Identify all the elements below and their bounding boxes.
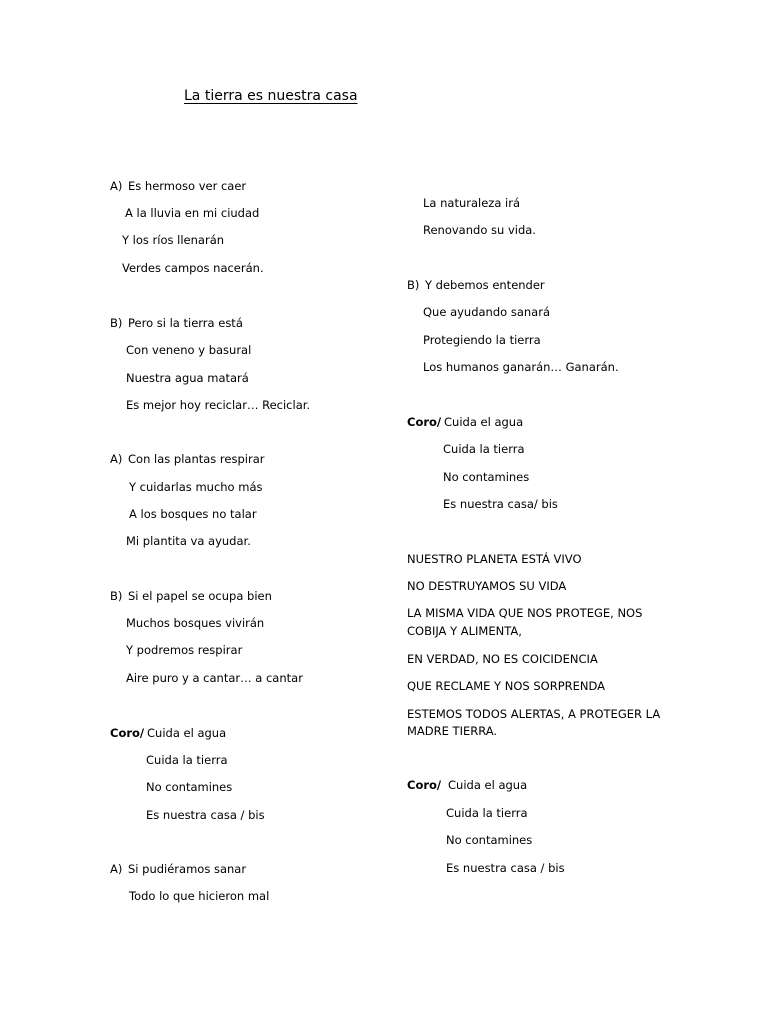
verse-line: Y debemos entender [425,278,545,292]
caps-line: NO DESTRUYAMOS SU VIDA [407,579,567,593]
chorus-line: Cuida el agua [147,726,227,740]
verse-line: Protegiendo la tierra [423,333,541,347]
verse-line: Y podremos respirar [126,643,243,657]
verse-line: Nuestra agua matará [126,371,249,385]
verse-line: Aire puro y a cantar… a cantar [126,671,303,685]
verse-line: Si pudiéramos sanar [128,862,247,876]
verse-line: Renovando su vida. [423,223,536,237]
verse-line: Si el papel se ocupa bien [128,589,272,603]
chorus-line: Cuida el agua [444,415,524,429]
caps-line: QUE RECLAME Y NOS SORPRENDA [407,679,606,693]
verse-line: Muchos bosques vivirán [126,616,265,630]
stanza-marker: A) [110,179,123,193]
verse-line: Y los ríos llenarán [122,233,225,247]
verse-line: La naturaleza irá [423,196,520,210]
chorus-label: Coro/ [110,726,145,740]
chorus-line: Es nuestra casa / bis [146,808,265,822]
verse-line: A los bosques no talar [129,507,257,521]
chorus-line: No contamines [146,780,233,794]
chorus-line: No contamines [446,833,533,847]
stanza-marker: B) [110,316,123,330]
stanza-marker: A) [110,862,123,876]
verse-line: Es mejor hoy reciclar… Reciclar. [126,398,311,412]
stanza-marker: B) [407,278,420,292]
verse-line: Que ayudando sanará [423,305,550,319]
verse-line: Y cuidarlas mucho más [129,480,263,494]
caps-line: NUESTRO PLANETA ESTÁ VIVO [407,552,582,566]
verse-line: Pero si la tierra está [128,316,243,330]
caps-line: ESTEMOS TODOS ALERTAS, A PROTEGER LA [407,707,661,721]
chorus-line: No contamines [443,470,530,484]
caps-line: EN VERDAD, NO ES COICIDENCIA [407,652,598,666]
chorus-line: Cuida el agua [448,778,528,792]
caps-line: COBIJA Y ALIMENTA, [407,624,522,638]
chorus-line: Cuida la tierra [443,442,525,456]
caps-line: MADRE TIERRA. [407,724,498,738]
verse-line: Mi plantita va ayudar. [126,534,251,548]
chorus-label: Coro/ [407,415,442,429]
chorus-line: Cuida la tierra [446,806,528,820]
verse-line: Verdes campos nacerán. [122,261,264,275]
stanza-marker: A) [110,452,123,466]
stanza-marker: B) [110,589,123,603]
document-title: La tierra es nuestra casa [184,88,358,104]
verse-line: A la lluvia en mi ciudad [125,206,260,220]
chorus-line: Es nuestra casa/ bis [443,497,558,511]
caps-line: LA MISMA VIDA QUE NOS PROTEGE, NOS [407,606,643,620]
chorus-label: Coro/ [407,778,442,792]
verse-line: Es hermoso ver caer [128,179,247,193]
chorus-line: Es nuestra casa / bis [446,861,565,875]
verse-line: Los humanos ganarán… Ganarán. [423,360,619,374]
verse-line: Con veneno y basural [126,343,252,357]
chorus-line: Cuida la tierra [146,753,228,767]
verse-line: Todo lo que hicieron mal [129,889,270,903]
verse-line: Con las plantas respirar [128,452,265,466]
